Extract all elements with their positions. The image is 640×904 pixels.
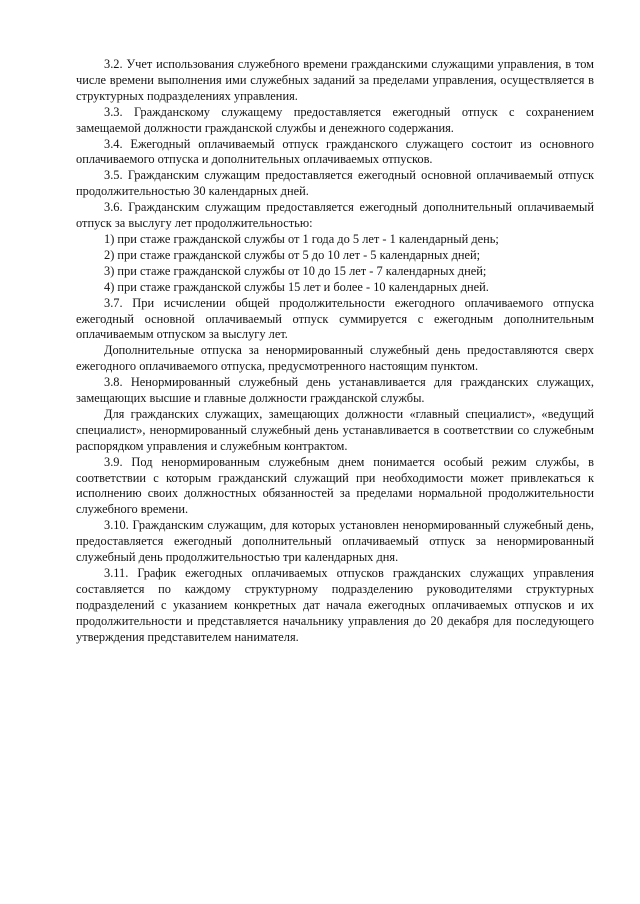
paragraph-3-9: 3.9. Под ненормированным служебным днем понимается особый режим службы, в соответствии с которым гражданский служащий при необходимости может привлекаться к исполнению своих должностных обязанностей за пределами нормальной продолжительности служебного времени. [76,454,594,517]
paragraph-3-2: 3.2. Учет использования служебного времени гражданскими служащими управления, в том числе времени выполнения ими служебных заданий за пределами управления, осуществляется в структурных подразделениях управления. [76,57,594,103]
paragraph-3-11: 3.11. График ежегодных оплачиваемых отпусков гражданских служащих управления составляется по каждому структурному подразделению руководителями структурных подразделений с указанием конкретных дат начала ежегодных оплачиваемых отпусков и их продолжительности и представляется начальнику управления до 20 декабря для последующего утверждения представителем нанимателя. [76,566,594,644]
paragraph-additional-leave: Дополнительные отпуска за ненормированный служебный день предоставляются сверх ежегодного оплачиваемого отпуска, предусмотренного настоящим пунктом. [76,343,594,374]
paragraph-3-3: 3.3. Гражданскому служащему предоставляется ежегодный отпуск с сохранением замещаемой должности гражданской службы и денежного содержания. [76,104,594,135]
paragraph-3-7: 3.7. При исчислении общей продолжительности ежегодного оплачиваемого отпуска ежегодный основной оплачиваемый отпуск суммируется с ежегодным дополнительным оплачиваемым отпуском за выслугу лет. [76,295,594,342]
list-item-4: 4) при стаже гражданской службы 15 лет и более - 10 календарных дней. [104,279,489,294]
paragraph-specialists: Для гражданских служащих, замещающих должности «главный специалист», «ведущий специалист», ненормированный служебный день устанавливается в соответствии со служебным распорядком управления и служебным контрактом. [76,406,594,453]
list-item-3: 3) при стаже гражданской службы от 10 до 15 лет - 7 календарных дней; [104,263,487,278]
paragraph-3-6: 3.6. Гражданским служащим предоставляется ежегодный дополнительный оплачиваемый отпуск за выслугу лет продолжительностью: [76,200,594,231]
document-body [76,57,594,646]
list-item-2: 2) при стаже гражданской службы от 5 до 10 лет - 5 календарных дней; [104,247,481,262]
paragraph-3-5: 3.5. Гражданским служащим предоставляется ежегодный основной оплачиваемый отпуск продолжительностью 30 календарных дней. [76,168,594,199]
paragraph-3-10: 3.10. Гражданским служащим, для которых установлен ненормированный служебный день, предоставляется ежегодный дополнительный оплачиваемый отпуск за ненормированный служебный день продолжительностью три календарных дня. [76,518,594,565]
paragraph-3-4: 3.4. Ежегодный оплачиваемый отпуск гражданского служащего состоит из основного оплачиваемого отпуска и дополнительных оплачиваемых отпусков. [76,136,594,167]
paragraph-3-8: 3.8. Ненормированный служебный день устанавливается для гражданских служащих, замещающих высшие и главные должности гражданской службы. [76,375,594,406]
list-item-1: 1) при стаже гражданской службы от 1 года до 5 лет - 1 календарный день; [104,231,499,246]
